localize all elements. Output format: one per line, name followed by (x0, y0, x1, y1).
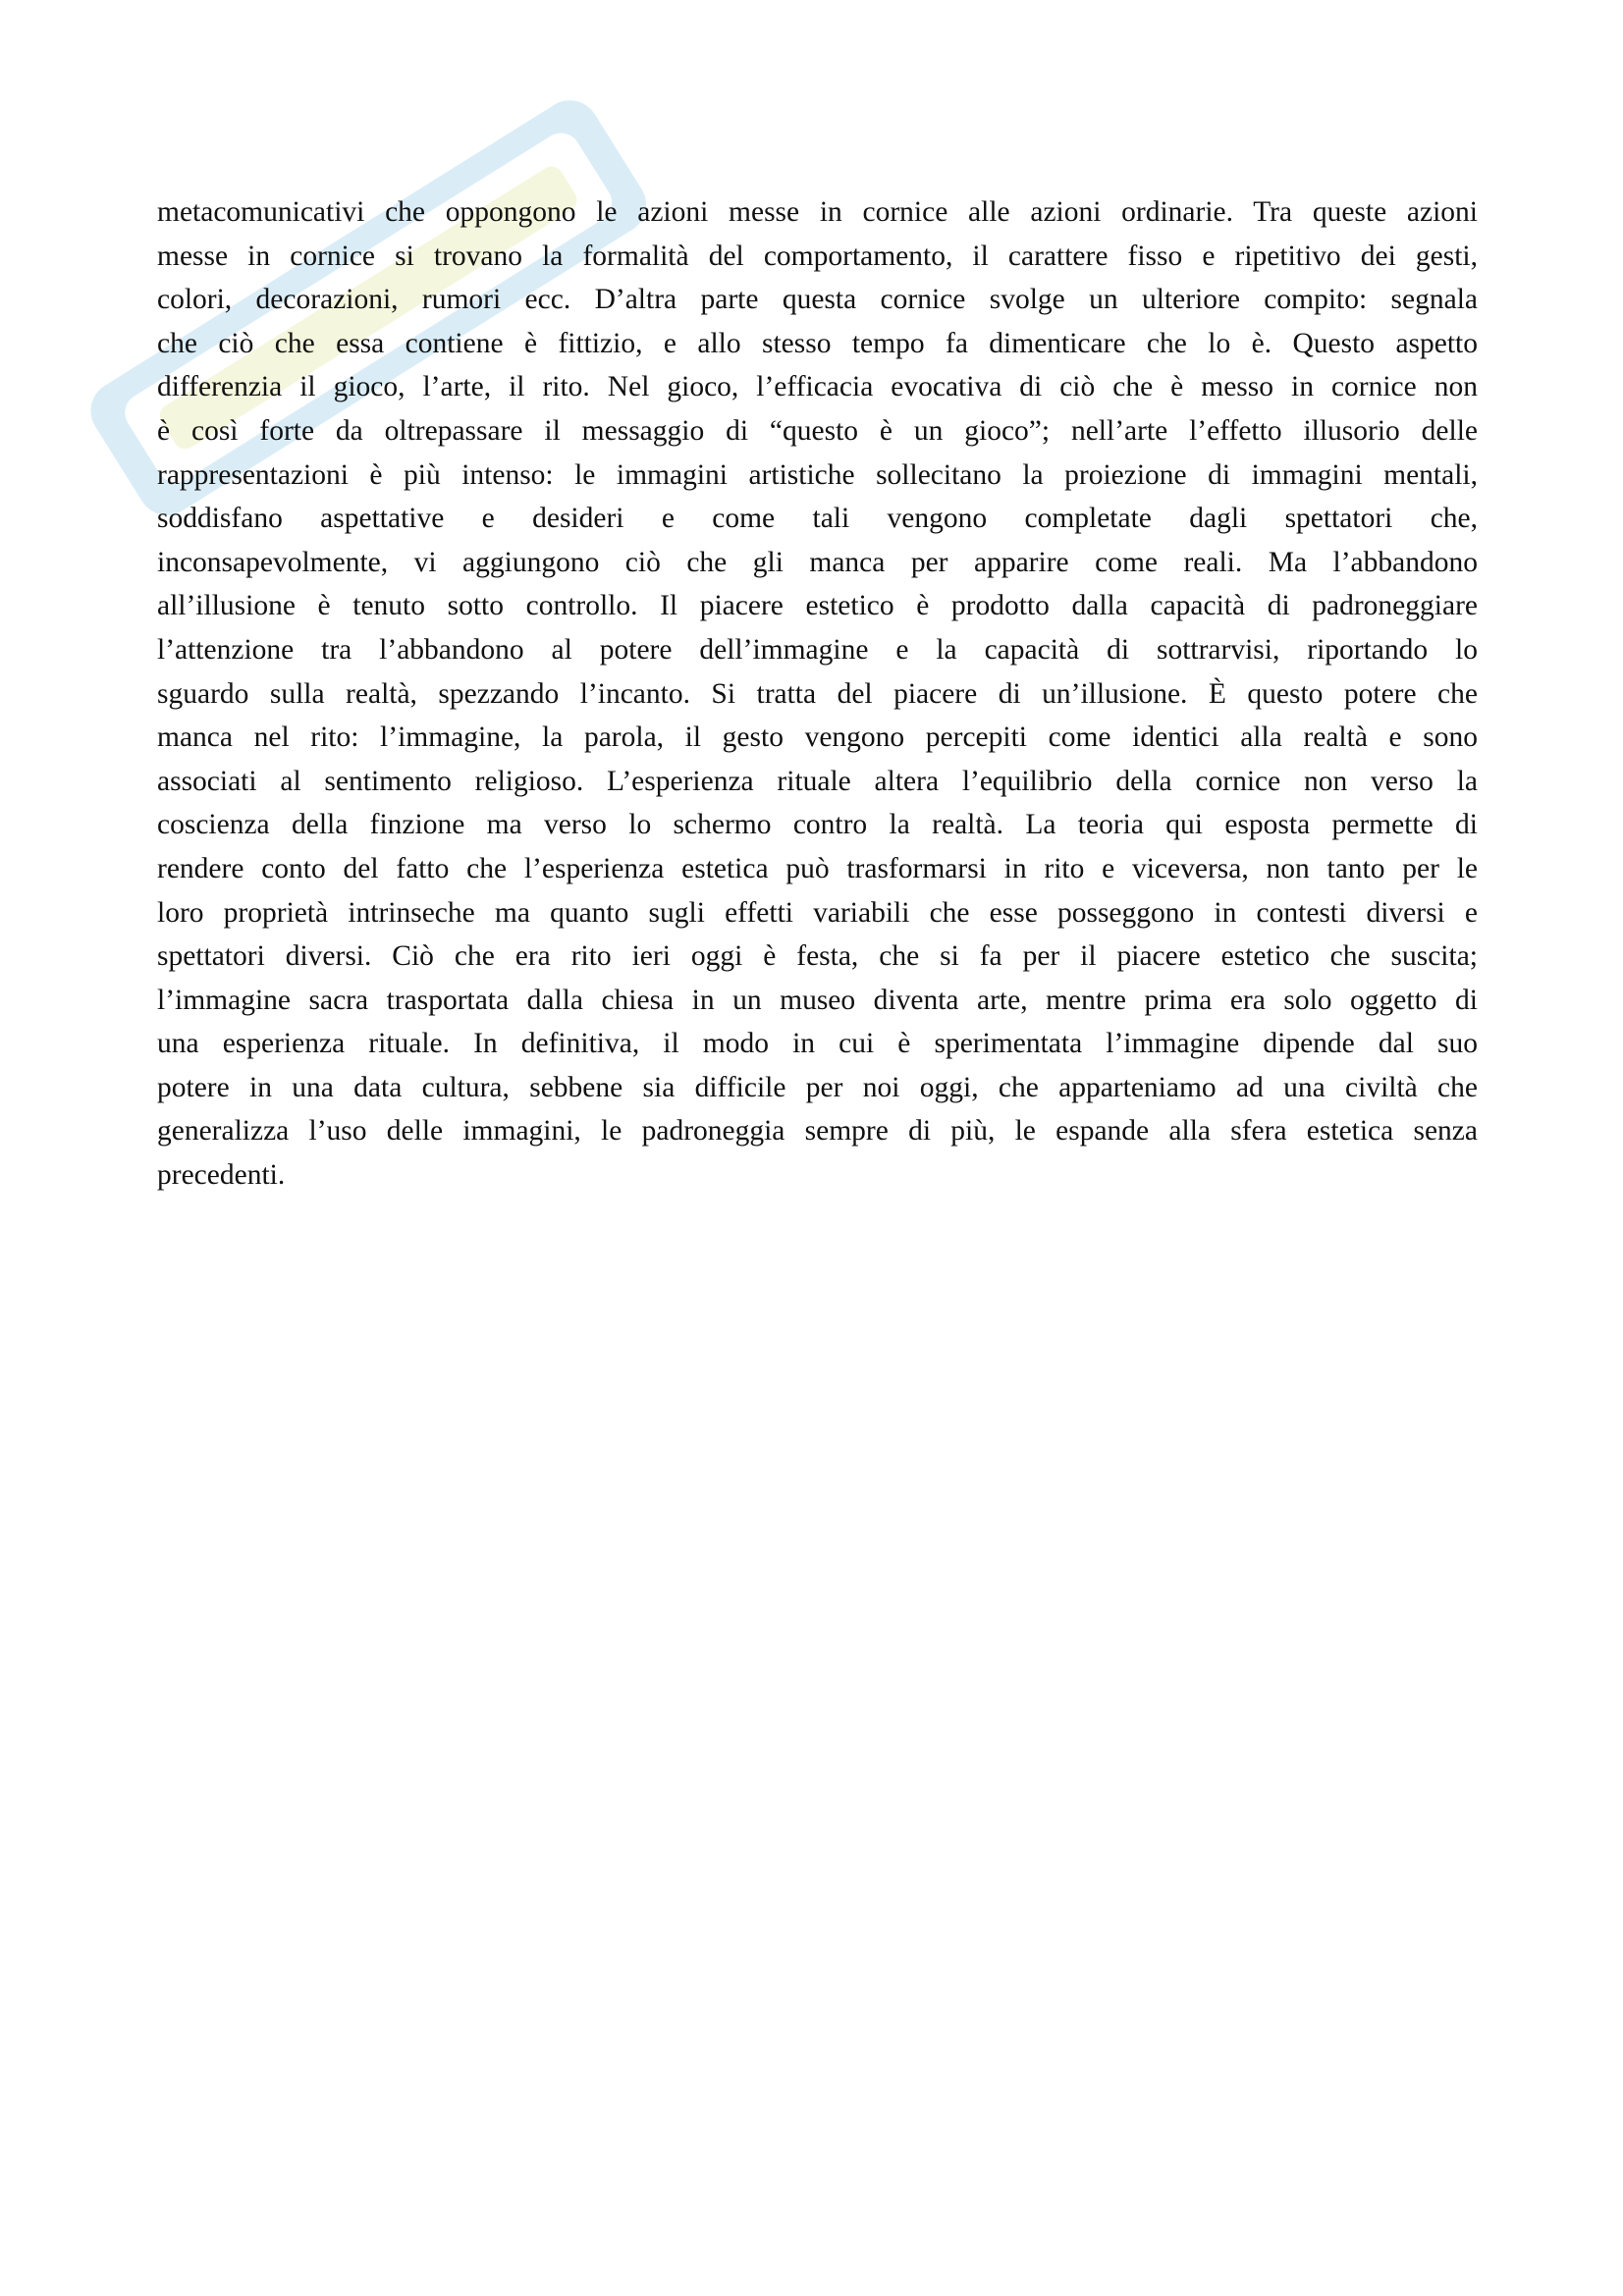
body-paragraph (157, 190, 1478, 1198)
paragraph-line: rendere conto del fatto che l’esperienza estetica può trasformarsi in rito e viceversa, non tanto per le (157, 852, 1478, 884)
paragraph-line: sguardo sulla realtà, spezzando l’incanto. Si tratta del piacere di un’illusione. È questo potere che (157, 677, 1478, 710)
paragraph-line: precedenti. (157, 1159, 286, 1192)
paragraph-line: l’attenzione tra l’abbandono al potere dell’immagine e la capacità di sottrarvisi, riportando lo (157, 633, 1478, 666)
paragraph-line: messe in cornice si trovano la formalità del comportamento, il carattere fisso e ripetitivo dei gesti, (157, 240, 1478, 272)
paragraph-line: manca nel rito: l’immagine, la parola, il gesto vengono percepiti come identici alla realtà e sono (157, 721, 1478, 754)
paragraph-line: spettatori diversi. Ciò che era rito ieri oggi è festa, che si fa per il piacere estetico che suscita; (157, 940, 1478, 973)
paragraph-line: coscienza della finzione ma verso lo schermo contro la realtà. La teoria qui esposta permette di (157, 809, 1478, 841)
paragraph-line: loro proprietà intrinseche ma quanto sugli effetti variabili che esse posseggono in contesti diversi e (157, 896, 1478, 929)
paragraph-line: all’illusione è tenuto sotto controllo. Il piacere estetico è prodotto dalla capacità di padroneggiare (157, 590, 1478, 622)
paragraph-line: metacomunicativi che oppongono le azioni messe in cornice alle azioni ordinarie. Tra queste azioni (157, 196, 1478, 228)
paragraph-line: associati al sentimento religioso. L’esperienza rituale altera l’equilibrio della cornice non verso la (157, 765, 1478, 797)
paragraph-line: è così forte da oltrepassare il messaggio di “questo è un gioco”; nell’arte l’effetto illusorio delle (157, 414, 1478, 447)
paragraph-line: rappresentazioni è più intenso: le immagini artistiche sollecitano la proiezione di immagini mentali, (157, 458, 1478, 491)
paragraph-line: una esperienza rituale. In definitiva, il modo in cui è sperimentata l’immagine dipende dal suo (157, 1028, 1478, 1060)
paragraph-line: inconsapevolmente, vi aggiungono ciò che gli manca per apparire come reali. Ma l’abbandono (157, 546, 1478, 578)
paragraph-line: colori, decorazioni, rumori ecc. D’altra parte questa cornice svolge un ulteriore compito: segnala (157, 284, 1478, 316)
paragraph-line: l’immagine sacra trasportata dalla chiesa in un museo diventa arte, mentre prima era solo oggetto di (157, 984, 1478, 1016)
paragraph-line: potere in una data cultura, sebbene sia difficile per noi oggi, che apparteniamo ad una civiltà che (157, 1071, 1478, 1103)
paragraph-line: che ciò che essa contiene è fittizio, e allo stesso tempo fa dimenticare che lo è. Questo aspetto (157, 327, 1478, 359)
paragraph-line: differenzia il gioco, l’arte, il rito. Nel gioco, l’efficacia evocativa di ciò che è messo in cornice non (157, 371, 1478, 403)
paragraph-line: soddisfano aspettative e desideri e come tali vengono completate dagli spettatori che, (157, 503, 1478, 535)
paragraph-line: generalizza l’uso delle immagini, le padroneggia sempre di più, le espande alla sfera estetica senza (157, 1115, 1478, 1148)
